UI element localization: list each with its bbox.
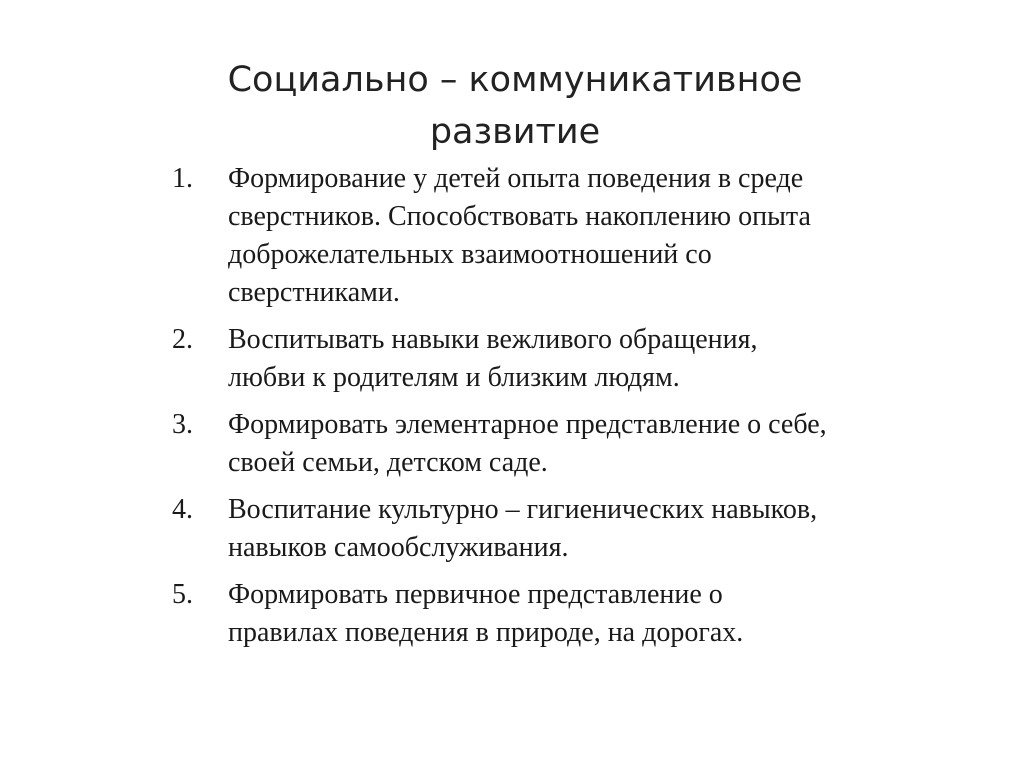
list-item-text — [228, 491, 972, 567]
list-item-line: своей семьи, детском саде. — [228, 447, 548, 478]
slide-title — [150, 54, 880, 158]
list-item-1 — [172, 160, 972, 312]
list-item-text — [228, 160, 972, 312]
list-item-line: сверстников. Способствовать накоплению опыта — [228, 201, 811, 232]
list-item-3 — [172, 406, 972, 482]
list-item-2 — [172, 321, 972, 397]
list-item-line: навыков самообслуживания. — [228, 532, 569, 563]
list-item-line: Воспитание культурно – гигиенических навыков, — [228, 494, 818, 525]
list-item-number: 3. — [172, 409, 193, 440]
list-item-line: сверстниками. — [228, 277, 400, 308]
list-item-line: Формирование у детей опыта поведения в среде — [228, 163, 804, 194]
list-item-line: Формировать первичное представление о — [228, 579, 723, 610]
list-item-text — [228, 576, 972, 652]
list-item-text — [228, 321, 972, 397]
list-item-line: правилах поведения в природе, на дорогах. — [228, 617, 744, 648]
goals-list — [172, 160, 972, 661]
title-line-2: развитие — [429, 112, 601, 152]
list-item-4 — [172, 491, 972, 567]
list-item-number: 4. — [172, 494, 193, 525]
list-item-line: Формировать элементарное представление о себе, — [228, 409, 827, 440]
list-item-line: Воспитывать навыки вежливого обращения, — [228, 324, 758, 355]
list-item-text — [228, 406, 972, 482]
list-item-line: доброжелательных взаимоотношений со — [228, 239, 712, 270]
list-item-number: 5. — [172, 579, 193, 610]
list-item-5 — [172, 576, 972, 652]
list-item-number: 1. — [172, 163, 193, 194]
list-item-line: любви к родителям и близким людям. — [228, 362, 680, 393]
list-item-number: 2. — [172, 324, 193, 355]
title-line-1: Социально – коммуникативное — [227, 60, 803, 100]
